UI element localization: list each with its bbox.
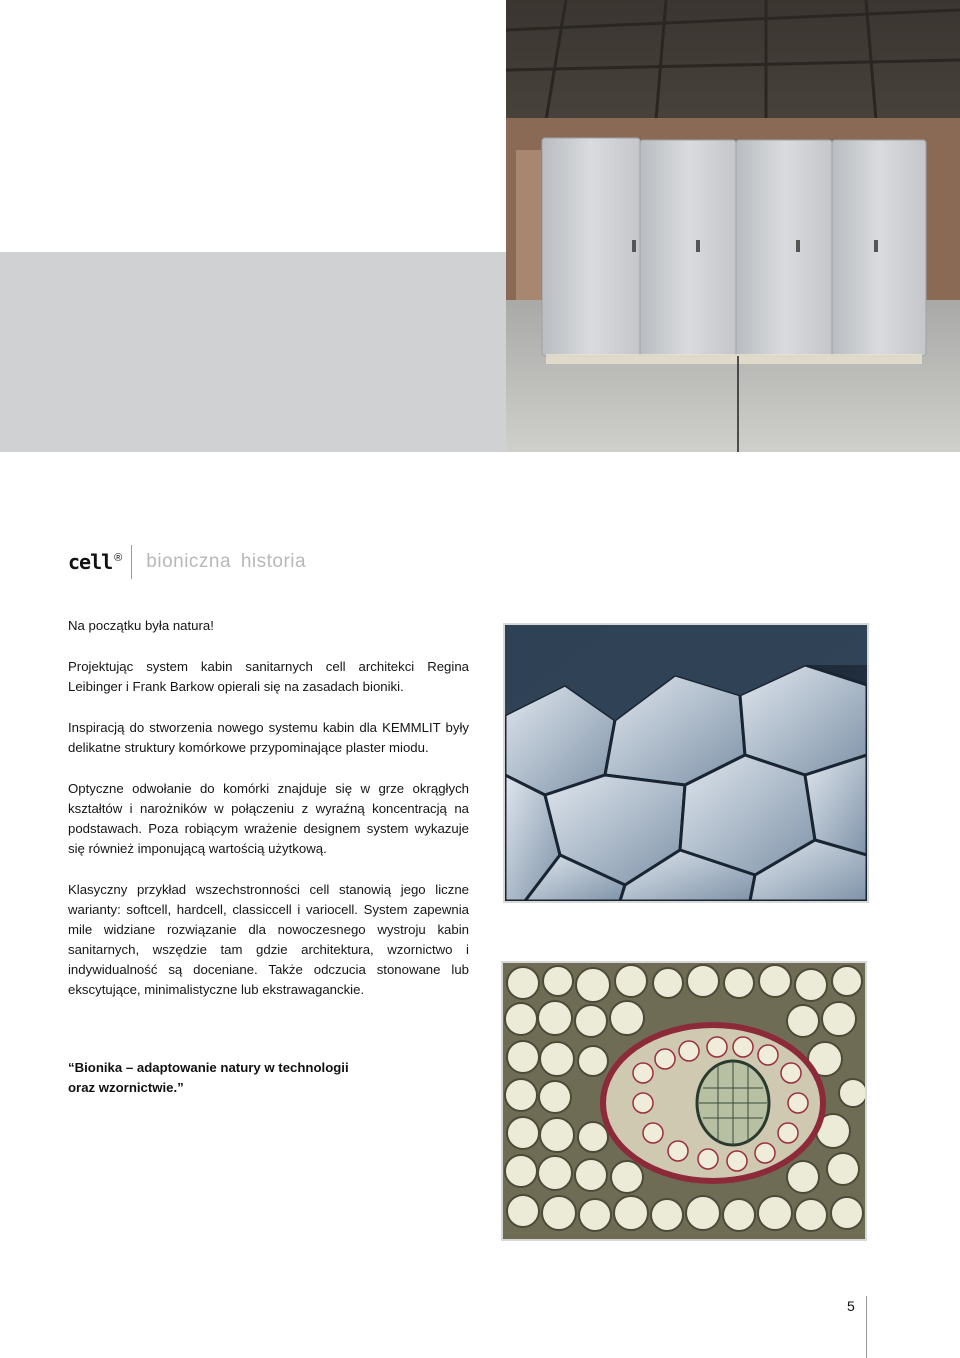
plant-cell-micrograph xyxy=(501,961,867,1241)
registered-mark: ® xyxy=(114,552,122,565)
pull-quote: “Bionika – adaptowanie natury w technologii oraz wzornictwie.” xyxy=(68,1060,349,1095)
brand-logo: cell ® xyxy=(68,550,122,574)
hero-photo-cabins xyxy=(506,0,960,452)
paragraph: Na początku była natura! xyxy=(68,618,214,633)
honeycomb-structure-photo xyxy=(503,623,869,903)
section-title: bioniczna historia xyxy=(146,551,307,572)
heading-divider xyxy=(131,545,132,579)
paragraph: Optyczne odwołanie do komórki znajduje się w grze okrągłych kształtów i narożników w połączeniu z wyraźną koncentracją na podstawach. Poza robiącym wrażenie designem system wykazuje się również imponującą wartością użytkową. xyxy=(68,781,469,856)
grey-banner-band xyxy=(0,252,506,452)
page-number-rule xyxy=(866,1296,867,1358)
paragraph: Inspiracją do stworzenia nowego systemu kabin dla KEMMLIT były delikatne struktury komórkowe przypominające plaster miodu. xyxy=(68,720,469,755)
section-heading xyxy=(68,545,306,579)
paragraph: Projektując system kabin sanitarnych cell architekci Regina Leibinger i Frank Barkow opierali się na zasadach bioniki. xyxy=(68,659,469,694)
paragraph: Klasyczny przykład wszechstronności cell stanowią jego liczne warianty: softcell, hardcell, classiccell i variocell. System zapewnia mile widziane rozwiązanie dla nowoczesnego wystroju kabin sanitarnych, wszędzie tam gdzie architektura, wzornictwo i indywidualność są doceniane. Także odczucia stonowane lub ekscytujące, minimalistyczne lub ekstrawaganckie. xyxy=(68,882,469,997)
page-number: 5 xyxy=(847,1298,855,1314)
body-text xyxy=(68,616,469,1021)
